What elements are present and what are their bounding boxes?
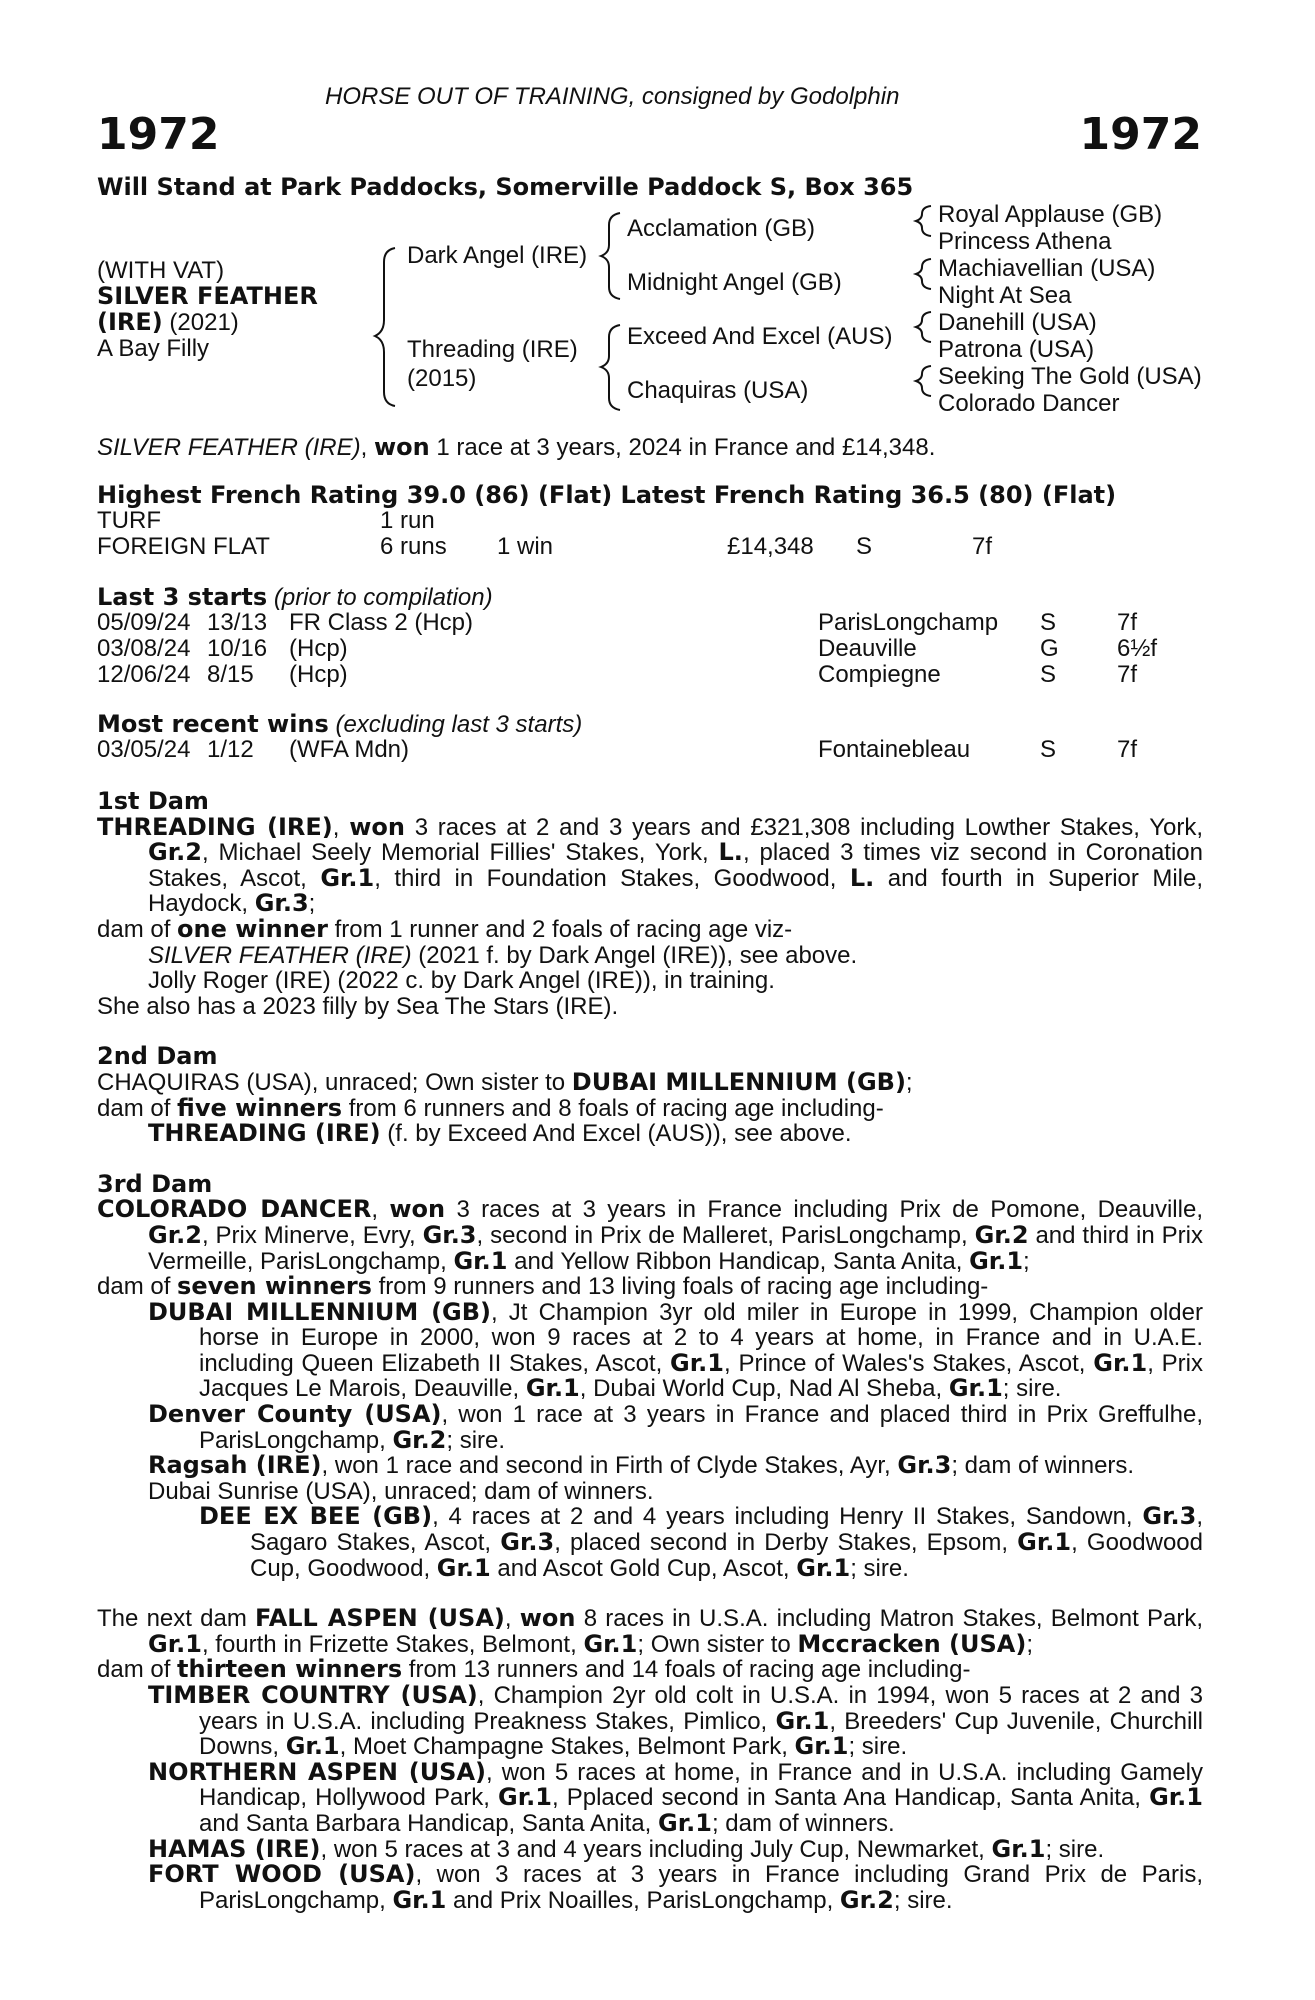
text-run: dam of — [97, 915, 178, 943]
rating-label: FOREIGN FLAT — [97, 533, 270, 560]
dam1-produce-intro — [97, 914, 1203, 943]
text-run: , won 5 races at home, in France and in U.S.A. including Gamely Handicap, Hollywood Park, — [199, 1758, 1203, 1812]
text-run: , placed 3 times viz second in Coronation Stakes, Ascot, — [148, 839, 1203, 892]
last-start-date: 03/08/24 — [97, 635, 191, 662]
recent-wins-title: Most recent wins — [97, 710, 329, 738]
text-run: Gr.2 — [392, 1425, 447, 1454]
horse-year: (2021) — [162, 309, 239, 336]
text-run: Gr.1 — [670, 1348, 724, 1377]
text-run: DUBAI MILLENNIUM (GB) — [148, 1297, 492, 1326]
horse-country: (IRE) — [97, 308, 163, 336]
text-run: , — [371, 1196, 390, 1224]
text-run: , placed second in Derby Stakes, Epsom, — [554, 1529, 1018, 1557]
dam3-produce-intro — [97, 1274, 1203, 1300]
text-run: , Pplaced second in Santa Ana Handicap, Santa Anita, — [551, 1784, 1150, 1812]
text-run: Gr.1 — [392, 1885, 447, 1914]
text-run: SILVER FEATHER (IRE) — [148, 941, 412, 969]
recent-win-pos: 1/12 — [207, 736, 254, 763]
last-start-pos: 8/15 — [207, 661, 254, 688]
last-start-date: 05/09/24 — [97, 609, 191, 636]
text-run: Gr.2 — [148, 1220, 202, 1249]
text-run: won — [389, 1195, 446, 1224]
last-start-going: G — [1040, 635, 1059, 662]
summary-horse-name: SILVER FEATHER (IRE) — [97, 434, 361, 461]
text-run: dam of — [97, 1094, 178, 1122]
text-run: Gr.3 — [422, 1220, 477, 1249]
pedigree-sire-sire: Acclamation (GB) — [627, 215, 816, 242]
text-run: Gr.1 — [969, 1246, 1024, 1275]
dam1-produce-1 — [97, 943, 1203, 969]
text-run: and Santa Barbara Handicap, Santa Anita, — [199, 1809, 658, 1837]
brace-g3 — [916, 312, 931, 342]
text-run: , Prince of Wales's Stakes, Ascot, — [723, 1349, 1094, 1377]
text-run: , — [504, 1605, 520, 1633]
text-run: COLORADO DANCER — [97, 1195, 372, 1224]
text-run: Gr.1 — [148, 1629, 202, 1658]
dam2-record — [97, 1067, 1203, 1096]
text-run: ; sire. — [850, 1554, 909, 1582]
summary-won: won — [373, 433, 430, 461]
dam3-heading: 3rd Dam — [97, 1169, 213, 1198]
rating-going: S — [856, 533, 873, 560]
next-dam-produce-intro — [97, 1657, 1203, 1683]
recent-win-race: (WFA Mdn) — [289, 736, 410, 763]
text-run: ; — [1023, 1247, 1030, 1275]
rating-prize: £14,348 — [727, 533, 814, 560]
dam1-produce-2 — [97, 968, 1203, 994]
last-start-race: (Hcp) — [289, 661, 348, 688]
lot-number-right: 1972 — [1079, 109, 1202, 160]
recent-wins-note: (excluding last 3 starts) — [328, 711, 583, 738]
text-run: ; sire. — [1045, 1835, 1105, 1863]
text-run: Gr.1 — [436, 1553, 491, 1582]
pedigree-sire: Dark Angel (IRE) — [407, 242, 588, 269]
text-run: Gr.1 — [285, 1732, 340, 1761]
text-run: five winners — [177, 1093, 343, 1122]
text-run: , — [332, 813, 350, 841]
race-summary: SILVER FEATHER (IRE), won 1 race at 3 years, 2024 in France and £14,348. — [97, 433, 936, 461]
rating-runs: 1 run — [380, 507, 435, 534]
dam3-produce-2 — [97, 1402, 1203, 1453]
text-run: dam of — [97, 1656, 178, 1684]
last-starts-heading — [97, 585, 493, 610]
text-run: and Yellow Ribbon Handicap, Santa Anita, — [507, 1247, 970, 1275]
text-run: , won 3 races at 3 years in France including Grand Prix de Paris, ParisLongchamp, — [199, 1861, 1204, 1914]
text-run: , fourth in Frizette Stakes, Belmont, — [201, 1630, 584, 1658]
text-run: dam of — [97, 1273, 178, 1301]
text-run: L. — [718, 838, 743, 867]
dam1-record — [97, 812, 1204, 918]
recent-win-dist: 7f — [1117, 736, 1138, 763]
text-run: Gr.1 — [498, 1783, 552, 1812]
text-run: FORT WOOD (USA) — [148, 1860, 416, 1889]
text-run: seven winners — [177, 1272, 372, 1301]
text-run: ; sire. — [1002, 1375, 1062, 1403]
text-run: , 4 races at 2 and 4 years including Henry II Stakes, Sandown, — [432, 1503, 1143, 1531]
text-run: Gr.1 — [1017, 1528, 1072, 1557]
pedigree-g2: Princess Athena — [938, 228, 1112, 255]
text-run: Dubai Sunrise (USA), unraced; dam of winners. — [148, 1477, 654, 1505]
text-run: won — [349, 812, 405, 841]
text-run: FALL ASPEN (USA) — [255, 1604, 505, 1633]
rating-runs: 6 runs — [380, 533, 447, 560]
stabling-location: Will Stand at Park Paddocks, Somerville Paddock S, Box 365 — [97, 173, 914, 201]
recent-win-date: 03/05/24 — [97, 736, 191, 763]
dam3-produce-4 — [97, 1479, 1203, 1505]
text-run: Gr.3 — [1142, 1502, 1197, 1531]
last-starts-note: (prior to compilation) — [267, 584, 493, 611]
text-run: ; sire. — [893, 1886, 953, 1914]
text-run: , Prix Jacques Le Marois, Deauville, — [199, 1349, 1203, 1403]
last-start-dist: 7f — [1117, 609, 1138, 636]
text-run: , second in Prix de Malleret, ParisLongchamp, — [476, 1221, 975, 1249]
last-start-course: Compiegne — [818, 661, 941, 688]
last-start-going: S — [1040, 661, 1057, 688]
text-run: Gr.3 — [254, 889, 309, 918]
next-dam-produce-4 — [97, 1862, 1203, 1913]
dam2-heading: 2nd Dam — [97, 1042, 218, 1071]
text-run: one winner — [177, 914, 328, 943]
last-start-going: S — [1040, 609, 1057, 636]
next-dam-produce-2 — [97, 1757, 1203, 1837]
pedigree-g4: Night At Sea — [938, 282, 1072, 309]
text-run: Gr.1 — [658, 1808, 712, 1837]
last-start-pos: 10/16 — [207, 635, 268, 662]
brace-sire — [601, 213, 620, 299]
text-run: and Ascot Gold Cup, Ascot, — [490, 1554, 797, 1582]
brace-dam — [601, 325, 620, 410]
text-run: and Prix Noailles, ParisLongchamp, — [446, 1886, 840, 1914]
text-run: from 1 runner and 2 foals of racing age viz- — [327, 915, 793, 943]
pedigree-g5: Danehill (USA) — [938, 309, 1097, 336]
horse-name: SILVER FEATHER — [97, 282, 318, 310]
text-run: Jolly Roger (IRE) (2022 c. by Dark Angel (IRE)), in training. — [148, 967, 775, 995]
text-run: 3 races at 2 and 3 years and £321,308 including Lowther Stakes, York, — [404, 813, 1204, 841]
text-run: , Prix Minerve, Evry, — [201, 1221, 423, 1249]
dam1-heading: 1st Dam — [97, 787, 209, 815]
pedigree-sire-dam: Midnight Angel (GB) — [627, 269, 842, 296]
text-run: Gr.3 — [500, 1528, 555, 1557]
recent-wins-heading — [97, 712, 582, 737]
dam1-also — [97, 994, 1203, 1020]
text-run: thirteen winners — [177, 1655, 403, 1684]
text-run: Gr.1 — [948, 1374, 1003, 1403]
text-run: Mccracken (USA) — [797, 1629, 1027, 1658]
text-run: ; — [1026, 1630, 1034, 1658]
text-run: ; — [905, 1068, 913, 1096]
text-run: The next dam — [97, 1605, 256, 1633]
text-run: , Breeders' Cup Juvenile, Churchill Downs, — [199, 1707, 1203, 1761]
text-run: , won 1 race at 3 years in France and placed third in Prix Greffulhe, ParisLongchamp, — [199, 1401, 1203, 1454]
text-run: Gr.2 — [839, 1885, 894, 1914]
pedigree-g7: Seeking The Gold (USA) — [938, 363, 1202, 390]
text-run: from 9 runners and 13 living foals of racing age including- — [371, 1273, 989, 1301]
next-dam-produce-1 — [97, 1683, 1203, 1760]
text-run: HAMAS (IRE) — [148, 1834, 321, 1863]
text-run: 3 races at 3 years in France including Prix de Pomone, Deauville, — [445, 1196, 1203, 1224]
pedigree-g6: Patrona (USA) — [938, 336, 1095, 363]
rating-label: TURF — [97, 507, 161, 534]
text-run: Gr.1 — [775, 1706, 830, 1735]
text-run: Ragsah (IRE) — [148, 1451, 322, 1480]
text-run: NORTHERN ASPEN (USA) — [148, 1757, 487, 1786]
text-run: TIMBER COUNTRY (USA) — [148, 1681, 478, 1709]
pedigree-g8: Colorado Dancer — [938, 390, 1120, 417]
family-section — [97, 789, 1203, 1913]
text-run: , Champion 2yr old colt in U.S.A. in 1994, won 5 races at 2 and 3 years in U.S.A. including Preakness Stakes, Pimlico, — [199, 1682, 1204, 1735]
text-run: ; sire. — [446, 1426, 506, 1454]
text-run: DUBAI MILLENNIUM (GB) — [571, 1067, 906, 1096]
summary-record: 1 race at 3 years, 2024 in France and £14,348. — [429, 434, 936, 461]
text-run: Gr.1 — [794, 1732, 849, 1761]
pedigree-dam: Threading (IRE) — [407, 336, 578, 363]
text-run: ; dam of winners. — [951, 1452, 1135, 1480]
text-run: , Goodwood Cup, Goodwood, — [250, 1529, 1203, 1582]
text-run: Gr.1 — [320, 863, 375, 892]
horse-description: A Bay Filly — [97, 335, 210, 362]
rating-dist: 7f — [972, 533, 993, 560]
text-run: Gr.2 — [974, 1220, 1029, 1249]
brace-g2 — [916, 259, 931, 289]
ratings-heading: Highest French Rating 39.0 (86) (Flat) Latest French Rating 36.5 (80) (Flat) — [97, 481, 1117, 509]
last-start-course: Deauville — [818, 635, 917, 662]
last-start-dist: 6½f — [1117, 635, 1158, 662]
text-run: She also has a 2023 filly by Sea The Stars (IRE). — [97, 992, 619, 1020]
text-run: , third in Foundation Stakes, Goodwood, — [374, 864, 850, 892]
rating-wins: 1 win — [497, 533, 554, 560]
text-run: Gr.1 — [453, 1246, 508, 1275]
text-run: THREADING (IRE) — [148, 1119, 381, 1148]
consignor-heading: HORSE OUT OF TRAINING, consigned by Godolphin — [325, 83, 900, 110]
text-run: and third in Prix Vermeille, ParisLongchamp, — [148, 1221, 1203, 1275]
text-run: (2021 f. by Dark Angel (IRE)), see above. — [411, 941, 858, 969]
text-run: , Michael Seely Memorial Fillies' Stakes, York, — [201, 839, 719, 867]
dam3-produce-1 — [97, 1297, 1203, 1403]
pedigree-g3: Machiavellian (USA) — [938, 255, 1156, 282]
next-dam-produce-3 — [97, 1834, 1203, 1863]
dam3-produce-5 — [97, 1504, 1203, 1581]
text-run: Gr.1 — [525, 1374, 580, 1403]
text-run: DEE EX BEE (GB) — [199, 1502, 433, 1531]
dam2-produce-1 — [97, 1121, 1203, 1147]
dam2-produce-intro — [97, 1093, 1203, 1122]
vat-note: (WITH VAT) — [97, 257, 225, 284]
pedigree-dam-sire: Exceed And Excel (AUS) — [627, 323, 893, 350]
text-run: ; sire. — [848, 1733, 908, 1761]
text-run: L. — [849, 863, 875, 892]
text-run: ; dam of winners. — [711, 1809, 895, 1837]
dam3-record — [97, 1197, 1203, 1274]
text-run: ; Own sister to — [637, 1630, 798, 1658]
text-run: (f. by Exceed And Excel (AUS)), see above. — [380, 1120, 852, 1148]
text-run: and fourth in Superior Mile, Haydock, — [148, 864, 1203, 918]
recent-win-course: Fontainebleau — [818, 736, 971, 763]
text-run: , Jt Champion 3yr old miler in Europe in 1999, Champion older horse in Europe in 2000, won 9 races at 2 to 4 years at home, in France and in U.A.E. including Queen Elizabeth II Stakes, Ascot, — [199, 1298, 1203, 1377]
text-run: Gr.1 — [991, 1834, 1046, 1863]
text-run: Gr.1 — [1093, 1348, 1148, 1377]
last-start-race: (Hcp) — [289, 635, 348, 662]
last-starts-title: Last 3 starts — [97, 583, 268, 611]
text-run: Gr.1 — [583, 1629, 638, 1658]
text-run: THREADING (IRE) — [97, 812, 333, 841]
pedigree-dam-year: (2015) — [407, 365, 477, 392]
text-run: Denver County (USA) — [148, 1400, 442, 1429]
text-run: Gr.1 — [796, 1553, 851, 1582]
text-run: won — [519, 1604, 576, 1633]
pedigree-dam-dam: Chaquiras (USA) — [627, 377, 809, 404]
text-run: , Moet Champagne Stakes, Belmont Park, — [339, 1733, 795, 1761]
brace-g1 — [916, 206, 931, 236]
text-run: ; — [308, 890, 316, 918]
recent-win-going: S — [1040, 736, 1057, 763]
pedigree-g1: Royal Applause (GB) — [938, 201, 1163, 228]
brace-main — [375, 248, 395, 406]
text-run: , Dubai World Cup, Nad Al Sheba, — [579, 1375, 949, 1403]
last-start-dist: 7f — [1117, 661, 1138, 688]
last-start-race: FR Class 2 (Hcp) — [289, 609, 474, 636]
brace-g4 — [916, 366, 931, 396]
last-start-pos: 13/13 — [207, 609, 268, 636]
text-run: , won 1 race and second in Firth of Clyde Stakes, Ayr, — [321, 1452, 898, 1480]
text-run: Gr.2 — [148, 838, 202, 867]
next-dam-record — [97, 1606, 1203, 1657]
text-run: Gr.1 — [1149, 1783, 1203, 1812]
last-start-date: 12/06/24 — [97, 661, 191, 688]
text-run: from 6 runners and 8 foals of racing age including- — [342, 1094, 884, 1122]
text-run: Gr.3 — [897, 1451, 952, 1480]
text-run: 8 races in U.S.A. including Matron Stakes, Belmont Park, — [575, 1605, 1203, 1633]
dam3-produce-3 — [97, 1453, 1203, 1479]
lot-number-left: 1972 — [97, 109, 220, 160]
last-start-course: ParisLongchamp — [818, 609, 999, 636]
text-run: CHAQUIRAS (USA), unraced; Own sister to — [97, 1068, 572, 1096]
text-run: from 13 runners and 14 foals of racing age including- — [402, 1656, 971, 1684]
text-run: , won 5 races at 3 and 4 years including July Cup, Newmarket, — [320, 1835, 992, 1863]
text-run: , Sagaro Stakes, Ascot, — [250, 1503, 1203, 1557]
